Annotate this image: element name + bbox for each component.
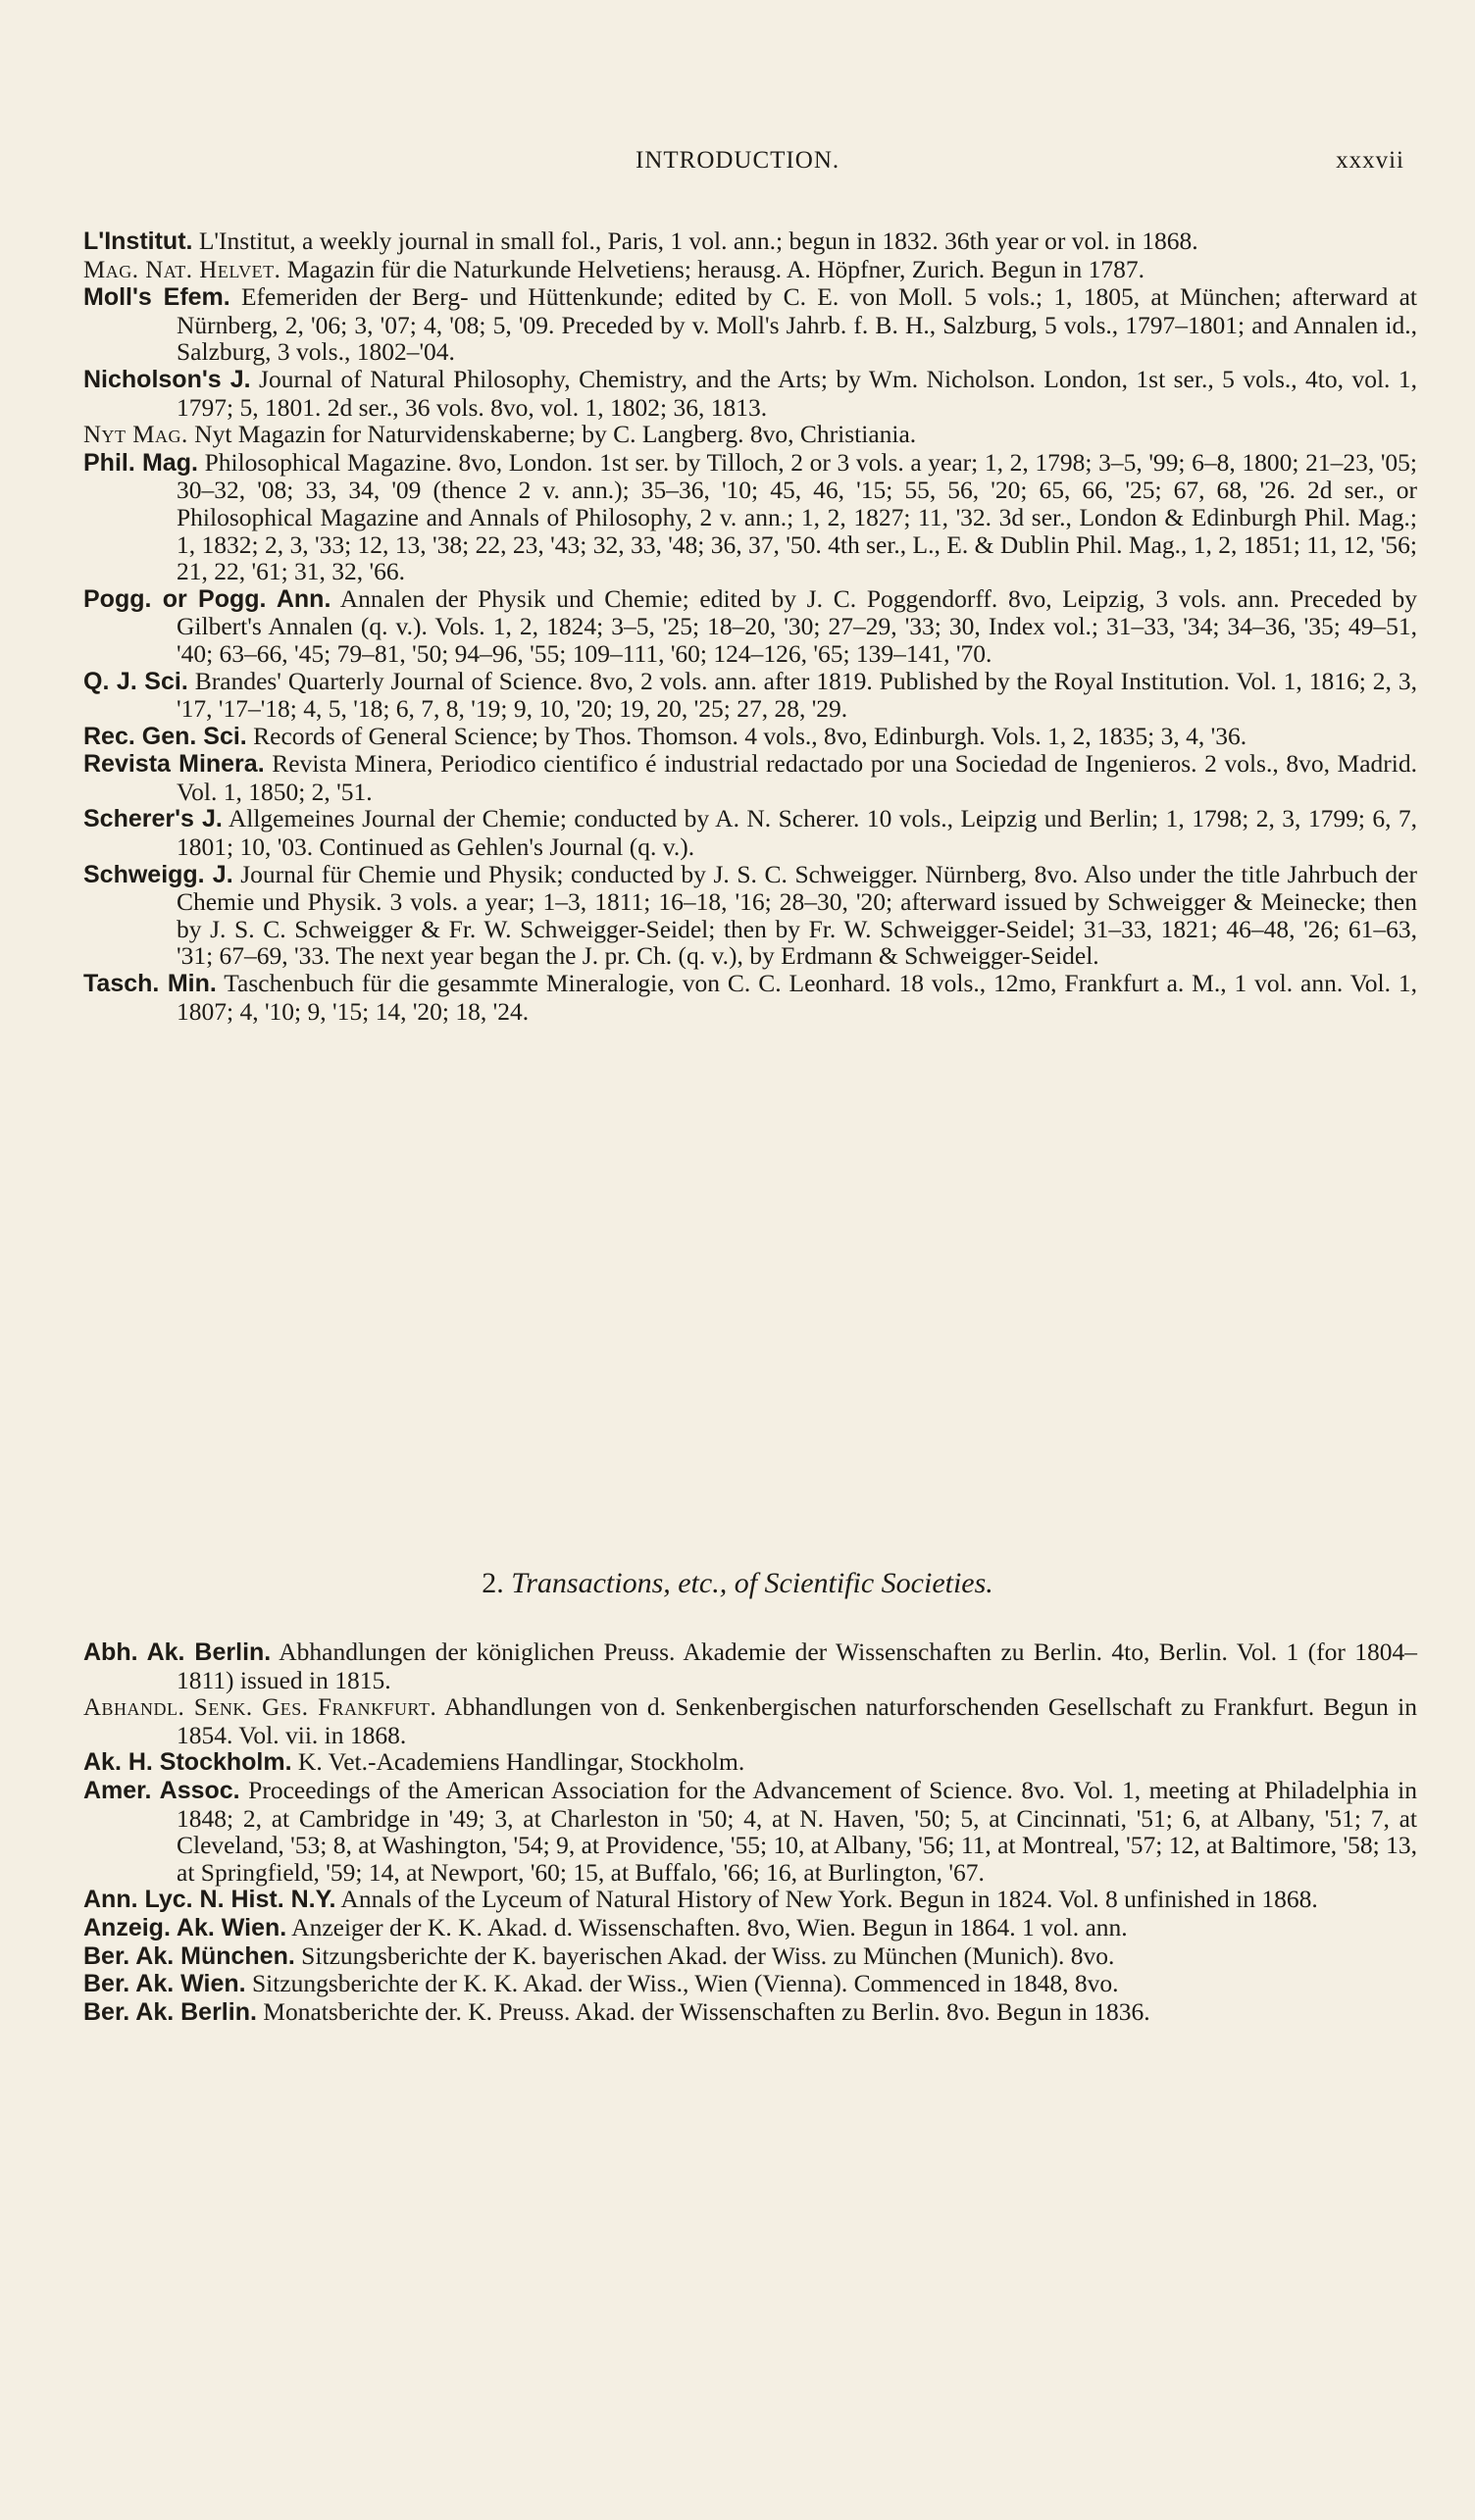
entry-description: Proceedings of the American Association for the Advancement of Science. 8vo. Vol. 1, meeting at Philadelphia in 1848; 2, at Cambridge in '49; 3, at Charleston in '50; 4, at N. Haven, '50; 5, at Cincinnati, '51; 6, at Albany, '51; 7, at Cleveland, '53; 8, at Washington, '54; 9, at Providence, '55; 10, at Albany, '56; 11, at Montreal, '57; 12, at Baltimore, '58; 13, at Springfield, '59; 14, at Newport, '60; 15, at Buffalo, '66; 16, at Burlington, '67.: [177, 1775, 1417, 1887]
bibliography-entry: [83, 668, 1417, 723]
bibliography-entry: [83, 723, 1417, 751]
entry-abbreviation: Amer. Assoc.: [83, 1776, 240, 1804]
bibliography-entry: [83, 861, 1417, 970]
bibliography-entry: [83, 1998, 1417, 2027]
bibliography-entry: [83, 366, 1417, 421]
entry-description: L'Institut, a weekly journal in small fol., Paris, 1 vol. ann.; begun in 1832. 36th year or vol. in 1868.: [198, 227, 1198, 255]
bibliography-entry: [83, 1777, 1417, 1886]
entry-description: Abhandlungen von d. Senkenbergischen naturforschenden Gesellschaft zu Frankfurt. Begun in 1854. Vol. vii. in 1868.: [177, 1692, 1417, 1749]
entry-abbreviation: Phil. Mag.: [83, 448, 198, 477]
entry-abbreviation: Revista Minera.: [83, 750, 265, 779]
entry-description: Sitzungsberichte der K. bayerischen Akad. der Wiss. zu München (Munich). 8vo.: [301, 1940, 1115, 1970]
section-title: Transactions, etc., of Scientific Societies.: [511, 1567, 993, 1599]
entry-abbreviation: Ak. H. Stockholm.: [83, 1748, 292, 1777]
entry-description: Sitzungsberichte der K. K. Akad. der Wiss., Wien (Vienna). Commenced in 1848, 8vo.: [251, 1969, 1119, 1998]
bibliography-entry: [83, 970, 1417, 1025]
bibliography-entry: [83, 1886, 1417, 1914]
entry-description: Philosophical Magazine. 8vo, London. 1st ser. by Tilloch, 2 or 3 vols. a year; 1, 2, 1798; 3–5, '99; 6–8, 1800; 21–23, '05; 30–32, '08; 33, 34, '09 (thence 2 v. ann.); 35–36, '10; 45, 46, '15; 55, 56, '20; 65, 66, '25; 67, 68, '26. 2d ser., or Philosophical Magazine and Annals of Philosophy, 2 v. ann.; 1, 2, 1827; 11, '32. 3d ser., London & Edinburgh Phil. Mag.; 1, 1832; 2, 3, '33; 12, 13, '38; 22, 23, '43; 32, 33, '48; 36, 37, '50. 4th ser., L., E. & Dublin Phil. Mag., 1, 2, 1851; 11, 12, '56; 21, 22, '61; 31, 32, '66.: [177, 447, 1418, 586]
entry-abbreviation: Moll's Efem.: [83, 283, 230, 312]
periodicals-list: [83, 227, 1417, 1025]
entry-description: Journal für Chemie und Physik; conducted by J. S. C. Schweigger. Nürnberg, 8vo. Also under the title Jahrbuch der Chemie und Physik. 3 vols. a year; 1–3, 1811; 16–18, '16; 28–30, '20; afterward issued by Schweigger & Meinecke; then by J. S. C. Schweigger & Fr. W. Schweigger-Seidel; then by Fr. W. Schweigger-Seidel; 31–33, 1821; 46–48, '26; 61–63, '31; 67–69, '33. The next year began the J. pr. Ch. (q. v.), by Erdmann & Schweigger-Seidel.: [177, 859, 1417, 971]
bibliography-entry: [83, 1638, 1417, 1693]
entry-abbreviation: Tasch. Min.: [83, 970, 217, 998]
section-heading: [0, 1567, 1475, 1600]
bibliography-entry: [83, 1914, 1417, 1942]
entry-description: Brandes' Quarterly Journal of Science. 8vo, 2 vols. ann. after 1819. Published by the Royal Institution. Vol. 1, 1816; 2, 3, '17, '17–'18; 4, 5, '18; 6, 7, 8, '19; 9, 10, '20; 19, 20, '25; 27, 28, '29.: [177, 666, 1418, 724]
running-head-title: INTRODUCTION.: [636, 147, 840, 174]
entry-description: Magazin für die Naturkunde Helvetiens; herausg. A. Höpfner, Zurich. Begun in 1787.: [286, 254, 1145, 283]
entry-abbreviation: Ber. Ak. München.: [83, 1941, 295, 1970]
societies-list: [83, 1638, 1417, 2026]
section-number: 2.: [482, 1567, 504, 1599]
entry-abbreviation: Ber. Ak. Wien.: [83, 1970, 246, 1998]
bibliography-entry: [83, 256, 1417, 284]
bibliography-entry: [83, 1970, 1417, 1998]
entry-description: K. Vet.-Academiens Handlingar, Stockholm.: [297, 1747, 745, 1777]
entry-description: Journal of Natural Philosophy, Chemistry, and the Arts; by Wm. Nicholson. London, 1st ser., 5 vols., 4to, vol. 1, 1797; 5, 1801. 2d ser., 36 vols. 8vo, vol. 1, 1802; 36, 1813.: [177, 364, 1418, 422]
entry-abbreviation: L'Institut.: [83, 227, 193, 255]
entry-description: Revista Minera, Periodico cientifico é industrial redactado por una Sociedad de Ingenieros. 2 vols., 8vo, Madrid. Vol. 1, 1850; 2, '51.: [177, 749, 1417, 806]
entry-description: Abhandlungen der königlichen Preuss. Akademie der Wissenschaften zu Berlin. 4to, Berlin. Vol. 1 (for 1804–1811) issued in 1815.: [177, 1638, 1417, 1694]
bibliography-entry: [83, 1748, 1417, 1777]
entry-description: Nyt Magazin for Naturvidenskaberne; by C. Langberg. 8vo, Christiania.: [194, 420, 917, 449]
running-head: [0, 147, 1475, 186]
bibliography-entry: [83, 750, 1417, 805]
entry-abbreviation: Ber. Ak. Berlin.: [83, 1997, 257, 2026]
bibliography-entry: [83, 1942, 1417, 1971]
bibliography-entry: [83, 227, 1417, 256]
bibliography-entry: [83, 421, 1417, 449]
entry-abbreviation: Q. J. Sci.: [83, 667, 188, 695]
bibliography-entry: [83, 585, 1417, 668]
entry-description: Anzeiger der K. K. Akad. d. Wissenschaften. 8vo, Wien. Begun in 1864. 1 vol. ann.: [291, 1912, 1128, 1941]
entry-description: Annals of the Lyceum of Natural History of New York. Begun in 1824. Vol. 8 unfinished in 1868.: [340, 1885, 1318, 1914]
entry-description: Taschenbuch für die gesammte Mineralogie, von C. C. Leonhard. 18 vols., 12mo, Frankfurt a. M., 1 vol. ann. Vol. 1, 1807; 4, '10; 9, '15; 14, '20; 18, '24.: [177, 969, 1418, 1026]
entry-abbreviation: Ann. Lyc. N. Hist. N.Y.: [83, 1886, 336, 1914]
entry-abbreviation: Anzeig. Ak. Wien.: [83, 1913, 287, 1941]
bibliography-entry: [83, 283, 1417, 366]
bibliography-entry: [83, 449, 1417, 585]
entry-abbreviation: Scherer's J.: [83, 805, 223, 833]
bibliography-entry: [83, 1693, 1417, 1748]
entry-description: Records of General Science; by Thos. Thomson. 4 vols., 8vo, Edinburgh. Vols. 1, 2, 1835; 3, 4, '36.: [253, 721, 1247, 750]
page-number: xxxvii: [1336, 147, 1404, 174]
entry-abbreviation: Abh. Ak. Berlin.: [83, 1638, 272, 1666]
entry-abbreviation: Nyt Mag.: [83, 422, 188, 449]
entry-abbreviation: Abhandl. Senk. Ges. Frankfurt.: [83, 1694, 437, 1722]
entry-abbreviation: Pogg. or Pogg. Ann.: [83, 584, 331, 613]
entry-description: Efemeriden der Berg- und Hüttenkunde; edited by C. E. von Moll. 5 vols.; 1, 1805, at München; afterward at Nürnberg, 2, '06; 3, '07; 4, '08; 5, '09. Preceded by v. Moll's Jahrb. f. B. H., Salzburg, 5 vols., 1797–1801; and Annalen id., Salzburg, 3 vols., 1802–'04.: [177, 282, 1417, 367]
entry-abbreviation: Mag. Nat. Helvet.: [83, 256, 281, 283]
entry-abbreviation: Rec. Gen. Sci.: [83, 722, 247, 750]
entry-description: Allgemeines Journal der Chemie; conducted by A. N. Scherer. 10 vols., Leipzig und Berlin; 1, 1798; 2, 3, 1799; 6, 7, 1801; 10, '03. Continued as Gehlen's Journal (q. v.).: [177, 804, 1417, 862]
entry-description: Annalen der Physik und Chemie; edited by J. C. Poggendorff. 8vo, Leipzig, 3 vols. ann. Preceded by Gilbert's Annalen (q. v.). Vols. 1, 2, 1824; 3–5, '25; 18–20, '30; 27–29, '33; 30, Index vol.; 31–33, '34; 34–36, '35; 49–51, '40; 63–66, '45; 79–81, '50; 94–96, '55; 109–111, '60; 124–126, '65; 139–141, '70.: [177, 583, 1417, 668]
entry-abbreviation: Nicholson's J.: [83, 365, 251, 393]
bibliography-entry: [83, 805, 1417, 860]
entry-description: Monatsberichte der. K. Preuss. Akad. der Wissenschaften zu Berlin. 8vo. Begun in 1836.: [263, 1996, 1150, 2026]
entry-abbreviation: Schweigg. J.: [83, 860, 233, 888]
